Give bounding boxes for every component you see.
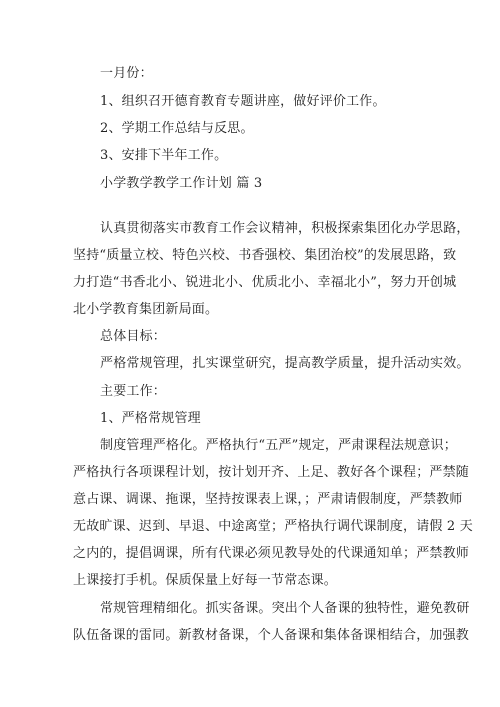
section-title: 小学教学教学工作计划 篇 3 [100, 176, 263, 191]
goal-heading: 总体目标： [100, 329, 167, 344]
para1-line-5: 之内的，提倡调课，所有代课必须见教导处的代课通知单；严禁教师 [73, 546, 470, 561]
para1-line-1: 制度管理严格化。严格执行“五严”规定，严肃课程法规意识； [100, 438, 457, 453]
para1-line-3: 意占课、调课、拖课，坚持按课表上课，；严肃请假制度，严禁教师 [73, 492, 463, 507]
para2-line-1: 常规管理精细化。抓实备课。突出个人备课的独特性，避免教研 [100, 601, 470, 616]
intro-line-4: 北小学教育集团新局面。 [73, 302, 219, 317]
goal-text: 严格常规管理，扎实课堂研究，提高教学质量，提升活动实效。 [100, 356, 470, 371]
para2-line-2: 队伍备课的雷同。新教材备课，个人备课和集体备课相结合，加强教 [73, 628, 470, 643]
month-item-1: 1、组织召开德育教育专题讲座，做好评价工作。 [100, 94, 386, 109]
intro-line-2: 坚持“质量立校、特色兴校、书香强校、集团治校”的发展思路，致 [73, 248, 457, 263]
para1-line-2: 严格执行各项课程计划，按计划开齐、上足、教好各个课程；严禁随 [73, 465, 470, 480]
para1-line-6: 上课接打手机。保质保量上好每一节常态课。 [73, 573, 338, 588]
month-item-2: 2、学期工作总结与反思。 [100, 121, 254, 136]
work-item-1: 1、严格常规管理 [100, 411, 201, 426]
month-item-3: 3、安排下半年工作。 [100, 148, 228, 163]
para1-line-4: 无故旷课、迟到、早退、中途离堂；严格执行调代课制度，请假 2 天 [73, 519, 473, 534]
intro-line-3: 力打造“书香北小、锐进北小、优质北小、幸福北小”，努力开创城 [73, 275, 457, 290]
intro-line-1: 认真贯彻落实市教育工作会议精神，积极探索集团化办学思路， [100, 221, 470, 236]
work-heading: 主要工作： [100, 384, 167, 399]
month-heading: 一月份： [100, 66, 153, 81]
